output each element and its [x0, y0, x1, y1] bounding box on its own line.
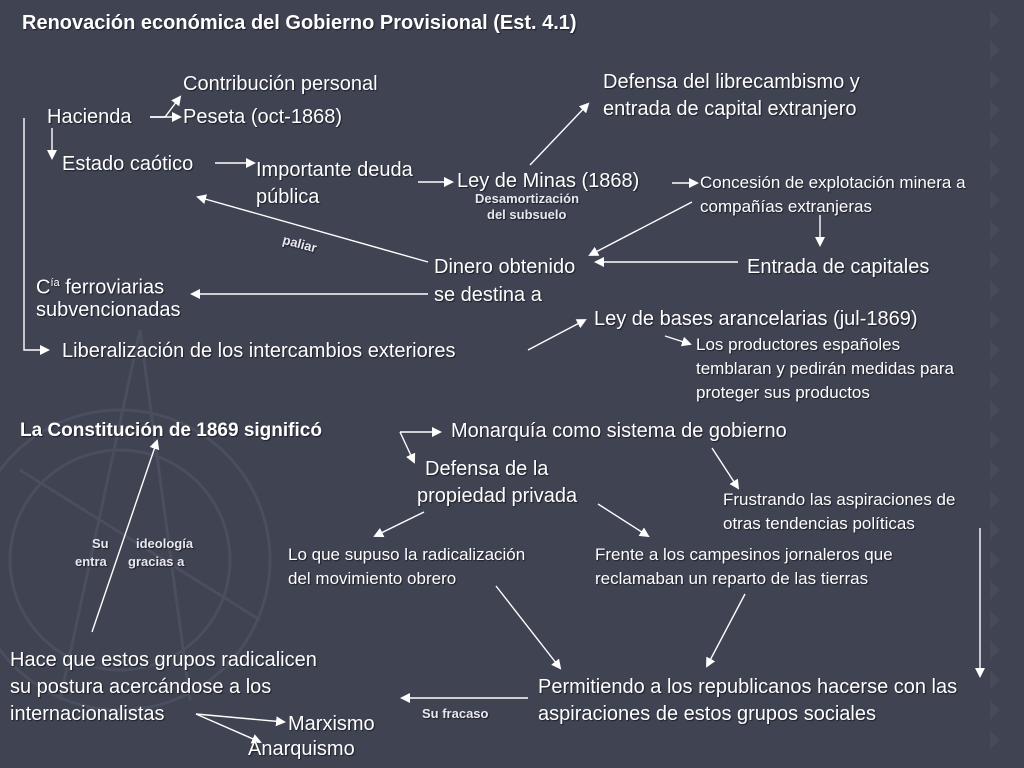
node-anarquismo: Anarquismo	[248, 738, 355, 760]
node-permitiendo-line-2: aspiraciones de estos grupos sociales	[538, 703, 876, 725]
node-ley-minas: Ley de Minas (1868)	[457, 170, 640, 192]
node-concesion-line-1: Concesión de explotación minera a	[700, 173, 966, 192]
arrow-constitucion-propiedad	[400, 432, 414, 462]
label-ideologia: ideología	[136, 536, 194, 551]
arrow-concesion-dinero	[590, 202, 692, 255]
arrow-hace-marxismo	[196, 714, 284, 722]
node-dinero-line-2: se destina a	[434, 284, 542, 306]
node-productores-line-3: proteger sus productos	[696, 383, 870, 402]
label-desamortizacion-1: Desamortización	[475, 191, 580, 206]
node-dinero-line-1: Dinero obtenido	[434, 256, 576, 278]
arrow-campesinos-permitiendo	[707, 594, 745, 666]
node-frustrando-line-1: Frustrando las aspiraciones de	[723, 490, 956, 509]
node-campesinos-line-1: Frente a los campesinos jornaleros que	[595, 545, 893, 564]
arrow-radicalizacion-permitiendo	[496, 586, 560, 668]
page-title: Renovación económica del Gobierno Provisional (Est. 4.1)	[22, 12, 577, 34]
node-entrada-capitales: Entrada de capitales	[747, 256, 930, 278]
label-su-fracaso: Su fracaso	[422, 706, 489, 721]
label-desamortizacion-2: del subsuelo	[487, 207, 567, 222]
label-gracias-a: gracias a	[128, 554, 185, 569]
node-marxismo: Marxismo	[288, 713, 375, 735]
label-entra: entra	[75, 554, 107, 569]
node-concesion-line-2: compañías extranjeras	[700, 197, 872, 216]
arrow-monarquia-frustrando	[712, 448, 738, 488]
arrow-liberalizacion-leybases	[528, 320, 585, 350]
node-productores-line-2: temblaran y pedirán medidas para	[696, 359, 954, 378]
node-hace-line-3: internacionalistas	[10, 703, 165, 725]
arrow-leybases-productores	[665, 336, 690, 344]
arrow-leyminas-defensa	[530, 104, 588, 165]
node-deuda-line-2: pública	[256, 186, 320, 208]
node-cia-line-1: $C^{ía}$ ferroviarias	[36, 276, 165, 299]
node-propiedad-line-1: Defensa de la	[425, 458, 549, 480]
node-cia-line-2: subvencionadas	[36, 299, 181, 321]
node-campesinos-line-2: reclamaban un reparto de las tierras	[595, 569, 869, 588]
node-radicalizacion-line-1: Lo que supuso la radicalización	[288, 545, 526, 564]
node-monarquia: Monarquía como sistema de gobierno	[451, 420, 787, 442]
node-contribucion-personal: Contribución personal	[183, 73, 378, 95]
node-defensa-line-2: entrada de capital extranjero	[603, 98, 857, 120]
node-defensa-line-1: Defensa del librecambismo y	[603, 71, 860, 93]
node-ley-bases: Ley de bases arancelarias (jul-1869)	[594, 308, 918, 330]
node-liberalizacion: Liberalización de los intercambios exteriores	[62, 340, 456, 362]
label-paliar: paliar	[281, 232, 319, 256]
node-estado-caotico: Estado caótico	[62, 153, 194, 175]
node-permitiendo-line-1: Permitiendo a los republicanos hacerse con las	[538, 676, 958, 698]
arrow-hacienda-contribucion	[150, 97, 180, 117]
node-hace-line-2: su postura acercándose a los	[10, 676, 272, 698]
node-deuda-line-1: Importante deuda	[256, 159, 413, 181]
node-productores-line-1: Los productores españoles	[696, 335, 901, 354]
arrow-propiedad-radicalizacion	[375, 512, 424, 536]
node-peseta: Peseta (oct-1868)	[183, 106, 342, 128]
node-frustrando-line-2: otras tendencias políticas	[723, 514, 915, 533]
label-su: Su	[92, 536, 109, 551]
node-hacienda: Hacienda	[47, 106, 132, 128]
node-radicalizacion-line-2: del movimiento obrero	[288, 569, 457, 588]
arrow-propiedad-campesinos	[598, 504, 648, 536]
node-propiedad-line-2: propiedad privada	[417, 485, 578, 507]
node-hace-line-1: Hace que estos grupos radicalicen	[10, 649, 317, 671]
node-constitucion: La Constitución de 1869 significó	[20, 420, 322, 441]
